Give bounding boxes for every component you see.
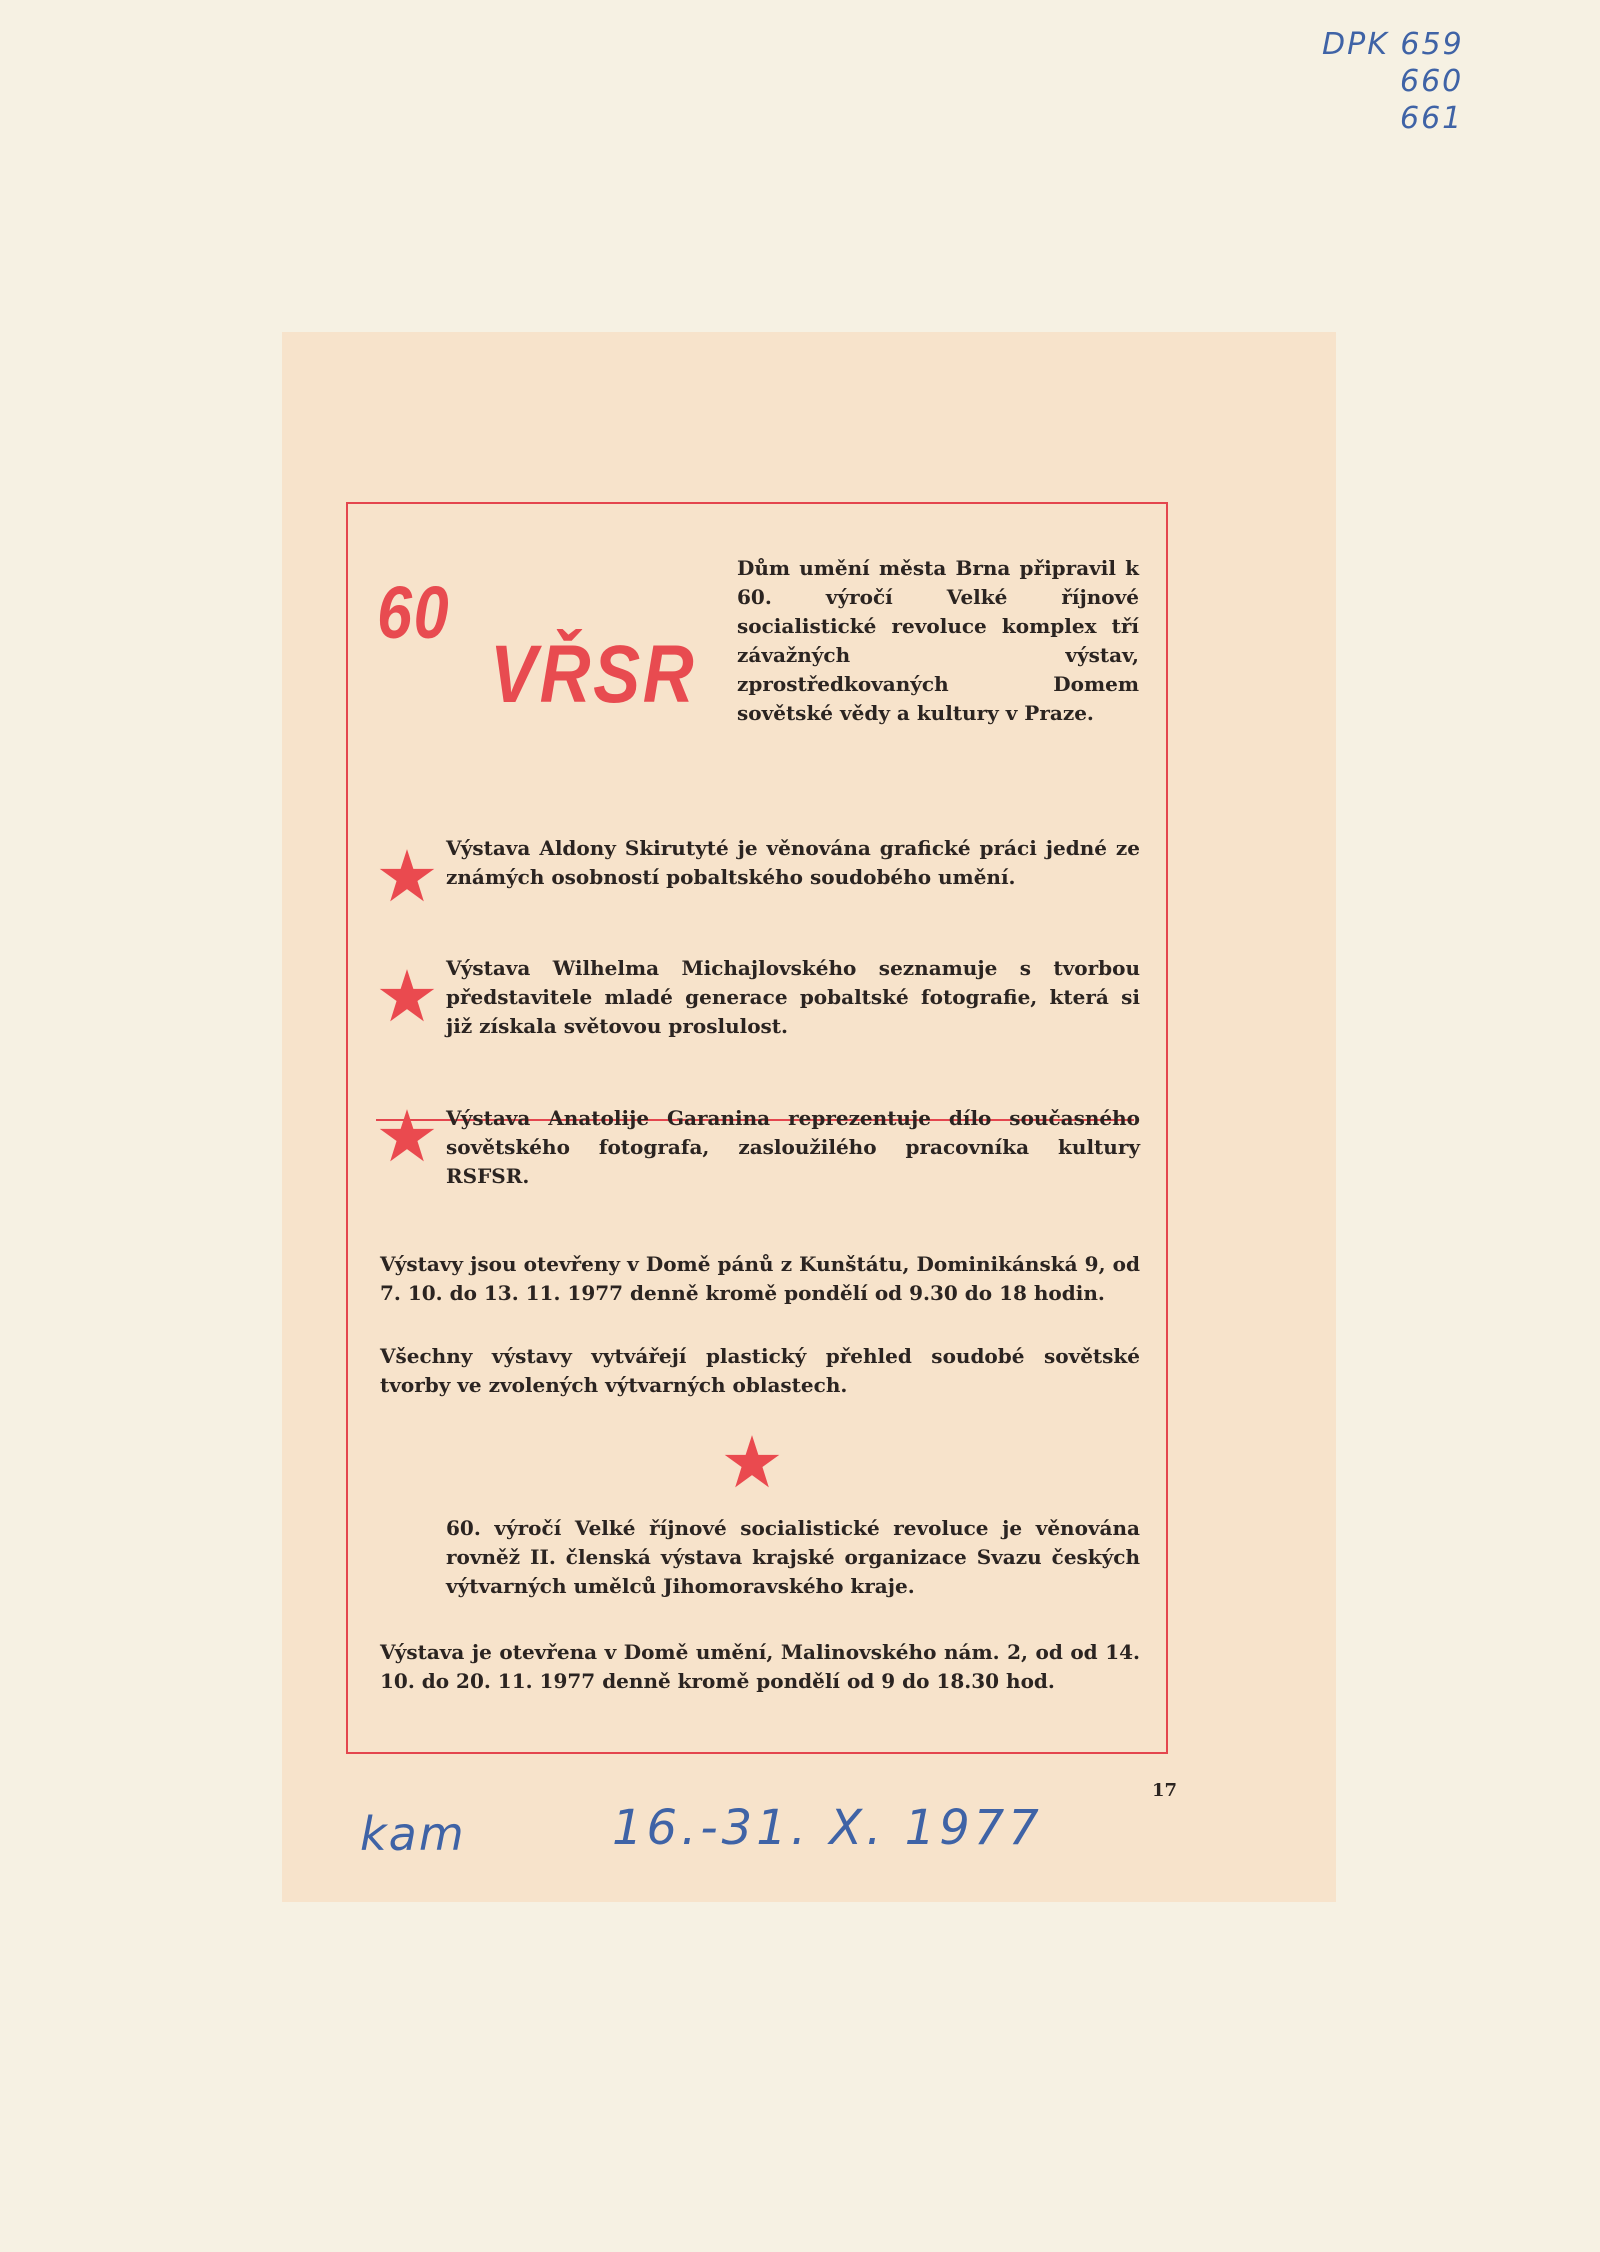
exhibition-garanin: Výstava Anatolije Garanina reprezentuje dílo současného sovětského fotografa, zasloužilého pracovníka kultury RSFSR. <box>446 1106 1140 1188</box>
exhibition-michajlovsky: Výstava Wilhelma Michajlovského seznamuje s tvorbou představitele mladé generace pobaltské fotografie, která si již získala světovou proslulost. <box>446 956 1140 1038</box>
archive-ref-line-1: DPK 659 <box>1322 27 1464 62</box>
headline-60: 60 <box>377 571 451 654</box>
newspaper-clipping <box>282 332 1336 1902</box>
handwritten-date: 16.-31. X. 1977 <box>612 1800 1043 1856</box>
archive-reference-handwritten <box>1322 26 1482 137</box>
headline-vrsr: VŘSR <box>490 629 697 720</box>
summary-paragraph: Všechny výstavy vytvářejí plastický přehled soudobé sovětské tvorby ve zvolených výtvarných oblastech. <box>380 1344 1140 1397</box>
red-star-icon <box>378 1108 436 1166</box>
red-star-icon <box>378 848 436 906</box>
anniversary-paragraph: 60. výročí Velké říjnové socialistické revoluce je věnována rovněž II. členská výstava krajské organizace Svazu českých výtvarných umělců Jihomoravského kraje. <box>446 1516 1140 1598</box>
handwritten-source: kam <box>360 1807 466 1861</box>
red-star-icon <box>723 1434 781 1492</box>
opening-hours-dum-umeni: Výstava je otevřena v Domě umění, Malinovského nám. 2, od od 14. 10. do 20. 11. 1977 denně kromě pondělí od 9 do 18.30 hod. <box>380 1640 1140 1693</box>
exhibition-skirutyte: Výstava Aldony Skirutyté je věnována grafické práci jedné ze známých osobností pobaltského soudobého umění. <box>446 836 1140 889</box>
opening-hours-kunstat: Výstavy jsou otevřeny v Domě pánů z Kunštátu, Dominikánská 9, od 7. 10. do 13. 11. 1977 denně kromě pondělí od 9.30 do 18 hodin. <box>380 1252 1140 1305</box>
red-star-icon <box>378 968 436 1026</box>
intro-paragraph: Dům umění města Brna připravil k 60. výročí Velké říjnové socialistické revoluce komplex tří závažných výstav, zprostředkovaných Domem sovětské vědy a kultury v Praze. <box>737 556 1139 725</box>
archive-ref-line-3: 661 <box>1400 101 1464 136</box>
archive-ref-line-2: 660 <box>1400 64 1464 99</box>
page-number: 17 <box>1152 1780 1178 1801</box>
